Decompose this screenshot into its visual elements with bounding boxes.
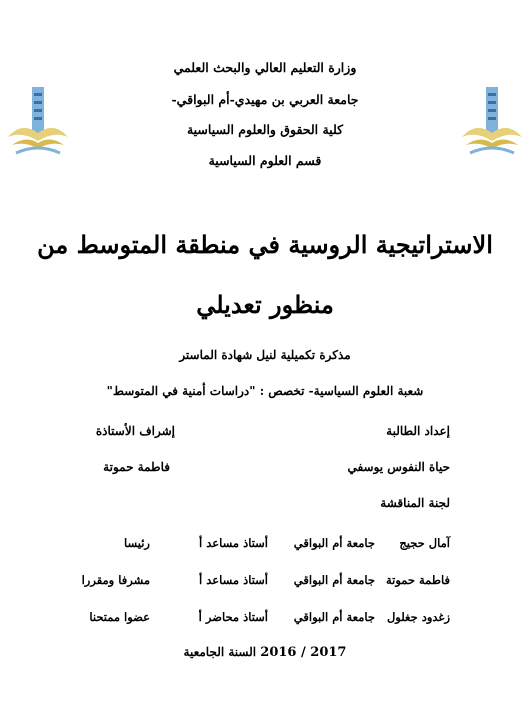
committee-member-role: مشرفا ومقررا: [81, 573, 150, 587]
committee-label: لجنة المناقشة: [380, 496, 450, 510]
committee-member-university: جامعة أم البواقي: [293, 536, 375, 550]
committee-member-name: آمال حجيج: [399, 536, 450, 550]
academic-year-label: السنة الجامعية: [183, 645, 257, 659]
committee-member-university: جامعة أم البواقي: [293, 610, 375, 624]
thesis-title-line1: الاستراتيجية الروسية في منطقة المتوسط من: [37, 230, 493, 259]
supervisor-name: فاطمة حموتة: [103, 460, 170, 474]
supervisor-label: إشراف الأستاذة: [95, 424, 175, 438]
prepared-by-label: إعداد الطالبة: [386, 424, 450, 438]
student-name: حياة النفوس يوسفي: [347, 460, 450, 474]
department-name: قسم العلوم السياسية: [208, 153, 322, 168]
thesis-title-line2: منظور تعديلي: [196, 290, 334, 319]
academic-year-value: 2016 / 2017: [260, 645, 347, 660]
committee-member-name: زغدود جغلول: [386, 610, 450, 624]
committee-member-role: عضوا ممتحنا: [89, 610, 150, 624]
thesis-subtitle: مذكرة تكميلية لنيل شهادة الماستر: [179, 348, 351, 362]
faculty-name: كلية الحقوق والعلوم السياسية: [186, 122, 344, 137]
academic-year: [0, 645, 530, 660]
committee-member-rank: أستاذ محاضر أ: [198, 610, 268, 624]
university-name: جامعة العربي بن مهيدي-أم البواقي-: [171, 92, 359, 107]
committee-member-name: فاطمة حموتة: [385, 573, 450, 587]
ministry-name: وزارة التعليم العالي والبحث العلمي: [173, 60, 357, 75]
committee-member-role: رئيسا: [124, 536, 150, 550]
committee-member-rank: أستاذ مساعد أ: [199, 536, 268, 550]
committee-member-university: جامعة أم البواقي: [293, 573, 375, 587]
committee-member-rank: أستاذ مساعد أ: [199, 573, 268, 587]
branch-specialty: شعبة العلوم السياسية- تخصص : "دراسات أمنية في المتوسط": [106, 384, 424, 398]
